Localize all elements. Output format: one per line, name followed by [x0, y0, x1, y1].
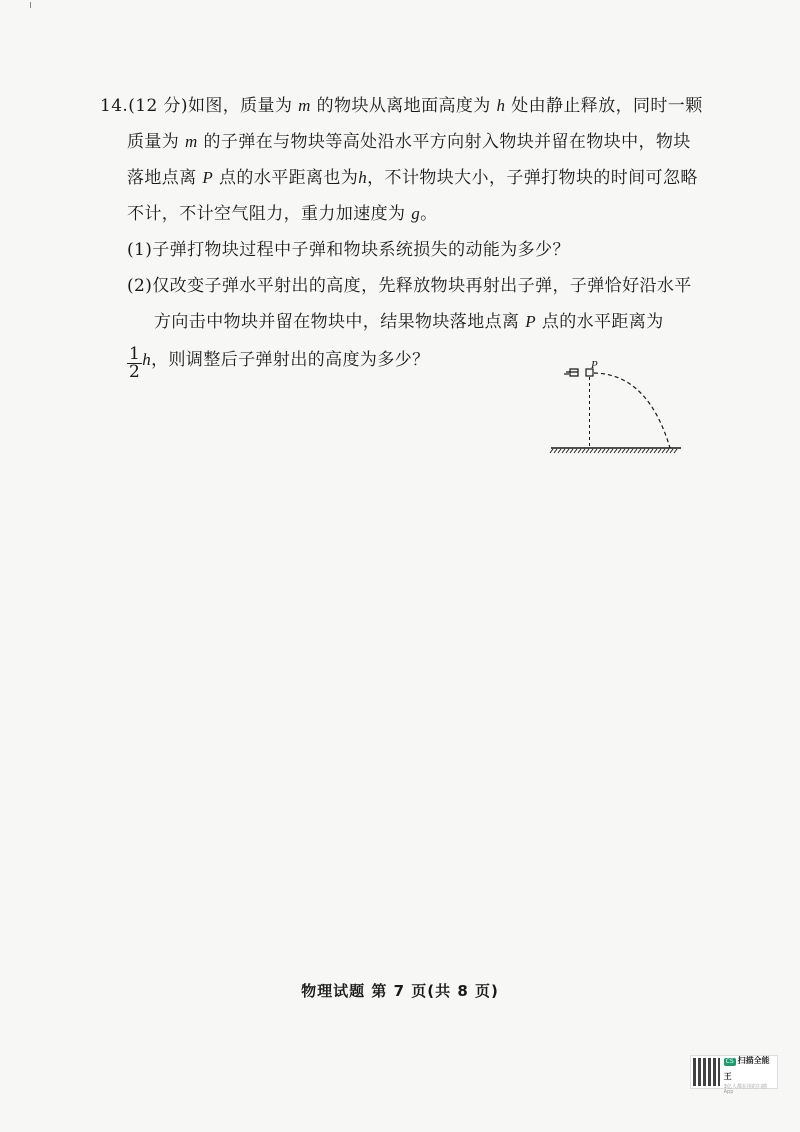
- question-text: 质量为: [127, 132, 180, 152]
- qr-code-icon: [693, 1058, 720, 1086]
- question-text: ，则调整后子弹射出的高度为多少？: [151, 350, 430, 370]
- trajectory-curve: [594, 373, 670, 448]
- question-text: 点的水平距离也为: [219, 168, 359, 188]
- hatch-mark: [558, 449, 561, 453]
- hatch-mark: [614, 449, 617, 453]
- question-line-4: [100, 196, 710, 232]
- cs-logo-icon: CS: [725, 1057, 734, 1065]
- projectile-diagram: [548, 360, 688, 460]
- hatch-mark: [630, 449, 633, 453]
- var-h: h: [358, 168, 368, 187]
- question-text: 点的水平距离为: [541, 312, 664, 332]
- hatch-mark: [574, 449, 577, 453]
- hatch-mark: [634, 449, 637, 453]
- hatch-mark: [586, 449, 589, 453]
- hatch-mark: [666, 449, 669, 453]
- hatch-mark: [602, 449, 605, 453]
- hatch-mark: [642, 449, 645, 453]
- hatch-mark: [582, 449, 585, 453]
- hatch-mark: [618, 449, 621, 453]
- watermark-brand: 扫描全能王: [723, 1055, 770, 1081]
- watermark-tagline: 3亿人都在用的扫描App: [723, 1083, 767, 1095]
- bullet-icon: [564, 369, 578, 376]
- part-2-line-1: (2)仅改变子弹水平射出的高度，先释放物块再射出子弹，子弹恰好沿水平: [127, 276, 692, 296]
- question-text: ，不计物块大小，子弹打物块的时间可忽略: [367, 168, 698, 188]
- question-number: 14.: [100, 96, 129, 116]
- var-h: h: [496, 96, 506, 115]
- hatch-mark: [638, 449, 641, 453]
- hatch-mark: [674, 449, 677, 453]
- question-14: [100, 88, 710, 381]
- point-p-label: P: [591, 360, 598, 371]
- hatch-mark: [670, 449, 673, 453]
- var-m: m: [185, 132, 198, 151]
- scan-edge-mark: [30, 2, 31, 8]
- hatch-mark: [658, 449, 661, 453]
- var-p: P: [525, 312, 537, 331]
- question-text: 的子弹在与物块等高处沿水平方向射入物块并留在物块中，物块: [203, 132, 691, 152]
- hatch-mark: [554, 449, 557, 453]
- question-text: 处由静止释放，同时一颗: [511, 96, 703, 116]
- question-line-1: [100, 88, 710, 124]
- hatch-mark: [566, 449, 569, 453]
- part-2-line-2: [100, 304, 710, 340]
- hatch-mark: [606, 449, 609, 453]
- question-line-3: [100, 160, 710, 196]
- question-points: (12 分): [128, 96, 188, 116]
- scanner-watermark: [690, 1055, 778, 1095]
- question-text: 不计，不计空气阻力，重力加速度为: [127, 204, 406, 224]
- hatch-mark: [646, 449, 649, 453]
- page-footer: 物理试题 第 7 页(共 8 页): [301, 982, 499, 1000]
- question-text: 的物块从离地面高度为: [316, 96, 491, 116]
- question-text: 方向击中物块并留在物块中，结果物块落地点离: [154, 312, 520, 332]
- var-g: g: [411, 204, 421, 223]
- var-p: P: [202, 168, 214, 187]
- question-line-2: [100, 124, 710, 160]
- hatch-mark: [570, 449, 573, 453]
- hatch-mark: [650, 449, 653, 453]
- var-h: h: [142, 350, 152, 369]
- hatch-mark: [594, 449, 597, 453]
- ground-hatching: [550, 449, 677, 453]
- hatch-mark: [662, 449, 665, 453]
- question-text: 落地点离: [127, 168, 197, 188]
- hatch-mark: [562, 449, 565, 453]
- hatch-mark: [654, 449, 657, 453]
- part-1: (1)子弹打物块过程中子弹和物块系统损失的动能为多少？: [127, 240, 570, 260]
- fraction-denominator: 2: [129, 362, 141, 382]
- hatch-mark: [578, 449, 581, 453]
- question-text: 。: [420, 204, 438, 224]
- var-m: m: [298, 96, 311, 115]
- hatch-mark: [626, 449, 629, 453]
- question-text: 如图，质量为: [187, 96, 293, 116]
- fraction-one-half: [127, 346, 142, 381]
- hatch-mark: [622, 449, 625, 453]
- hatch-mark: [590, 449, 593, 453]
- hatch-mark: [550, 449, 553, 453]
- hatch-mark: [598, 449, 601, 453]
- watermark-text: [724, 1050, 775, 1095]
- hatch-mark: [610, 449, 613, 453]
- fraction-numerator: 1: [129, 344, 141, 364]
